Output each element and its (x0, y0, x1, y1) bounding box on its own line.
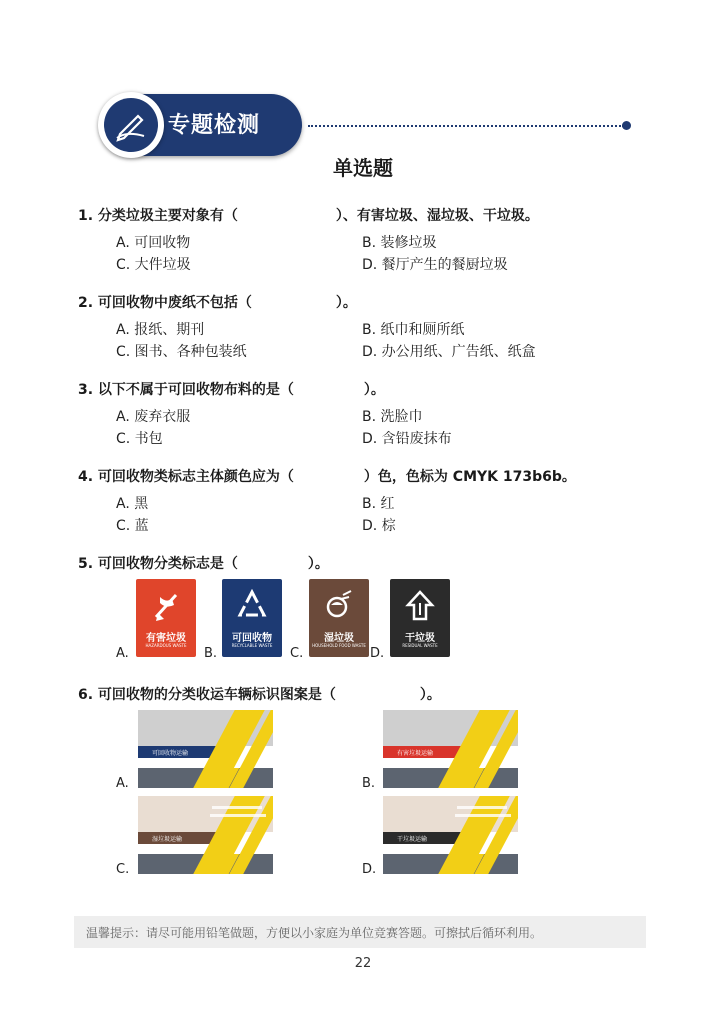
vehicle-pattern-d[interactable] (383, 796, 518, 874)
sign-label: 干垃圾 (405, 633, 435, 644)
vehicle-band-text: 有害垃圾运输 (397, 750, 434, 757)
vehicle-band-text: 干垃圾运输 (397, 836, 428, 843)
vehicle-highlight (210, 814, 266, 817)
question-3-option-c[interactable]: C. 书包 (116, 431, 163, 447)
vehicle-highlight (455, 814, 511, 817)
hazardous-icon (150, 589, 182, 623)
question-1-option-c[interactable]: C. 大件垃圾 (116, 257, 191, 273)
question-1-option-d[interactable]: D. 餐厅产生的餐厨垃圾 (362, 257, 508, 273)
sign-sublabel: HAZARDOUS WASTE (145, 643, 187, 648)
question-4-option-b[interactable]: B. 红 (362, 496, 395, 512)
question-4-option-c[interactable]: C. 蓝 (116, 518, 149, 534)
food-waste-icon (323, 589, 355, 623)
sign-sublabel: HOUSEHOLD FOOD WASTE (312, 643, 366, 648)
question-6-label-b[interactable]: B. (362, 776, 376, 791)
question-6-label-a[interactable]: A. (116, 776, 129, 791)
sign-food-waste[interactable] (309, 579, 369, 657)
sign-recyclable[interactable] (222, 579, 282, 657)
question-6-label-c[interactable]: C. (116, 862, 130, 877)
page-number: 22 (354, 956, 372, 971)
sign-sublabel: RECYCLABLE WASTE (231, 643, 273, 648)
section-title: 单选题 (333, 156, 393, 180)
question-4-stem: 4. 可回收物类标志主体颜色应为（ ）色，色标为 CMYK 173b6b。 (78, 469, 576, 485)
question-5-label-d[interactable]: D. (370, 646, 385, 661)
question-6-label-d[interactable]: D. (362, 862, 377, 877)
question-2-stem: 2. 可回收物中废纸不包括（ ）。 (78, 295, 357, 311)
question-2-option-c[interactable]: C. 图书、各种包装纸 (116, 344, 247, 360)
vehicle-pattern-a[interactable] (138, 710, 273, 788)
sign-residual[interactable] (390, 579, 450, 657)
tip-text: 温馨提示：请尽可能用铅笔做题，方便以小家庭为单位竞赛答题。可擦拭后循环利用。 (86, 926, 543, 940)
pen-icon (104, 98, 158, 152)
question-5-label-a[interactable]: A. (116, 646, 129, 661)
question-1-stem: 1. 分类垃圾主要对象有（ ）、有害垃圾、湿垃圾、干垃圾。 (78, 208, 539, 224)
divider-dot (622, 121, 631, 130)
vehicle-highlight (457, 806, 507, 809)
sign-label: 可回收物 (232, 633, 272, 644)
recycle-icon (236, 589, 268, 623)
tip-box (74, 916, 646, 948)
sign-label: 湿垃圾 (324, 633, 354, 644)
question-3-option-a[interactable]: A. 废弃衣服 (116, 409, 191, 425)
vehicle-pattern-c[interactable] (138, 796, 273, 874)
sign-label: 有害垃圾 (146, 633, 186, 644)
header-title: 专题检测 (168, 112, 261, 138)
question-2-option-d[interactable]: D. 办公用纸、广告纸、纸盒 (362, 344, 536, 360)
question-1-option-a[interactable]: A. 可回收物 (116, 235, 191, 251)
question-5-label-b[interactable]: B. (204, 646, 218, 661)
vehicle-band-text: 可回收物运输 (152, 750, 189, 757)
header-divider (308, 125, 624, 127)
vehicle-band-text: 湿垃圾运输 (152, 836, 183, 843)
question-4-option-a[interactable]: A. 黑 (116, 496, 149, 512)
vehicle-highlight (212, 806, 262, 809)
question-2-option-b[interactable]: B. 纸巾和厕所纸 (362, 322, 465, 338)
question-5-stem: 5. 可回收物分类标志是（ ）。 (78, 556, 329, 572)
sign-sublabel: RESIDUAL WASTE (402, 643, 438, 648)
question-6-stem: 6. 可回收物的分类收运车辆标识图案是（ ）。 (78, 687, 441, 703)
question-2-option-a[interactable]: A. 报纸、期刊 (116, 322, 205, 338)
question-1-option-b[interactable]: B. 装修垃圾 (362, 235, 437, 251)
vehicle-pattern-b[interactable] (383, 710, 518, 788)
question-3-stem: 3. 以下不属于可回收物布料的是（ ）。 (78, 382, 385, 398)
question-5-label-c[interactable]: C. (290, 646, 304, 661)
question-3-option-b[interactable]: B. 洗脸巾 (362, 409, 423, 425)
residual-icon (404, 589, 436, 623)
question-4-option-d[interactable]: D. 棕 (362, 518, 396, 534)
question-3-option-d[interactable]: D. 含铅废抹布 (362, 431, 452, 447)
sign-hazardous[interactable] (136, 579, 196, 657)
